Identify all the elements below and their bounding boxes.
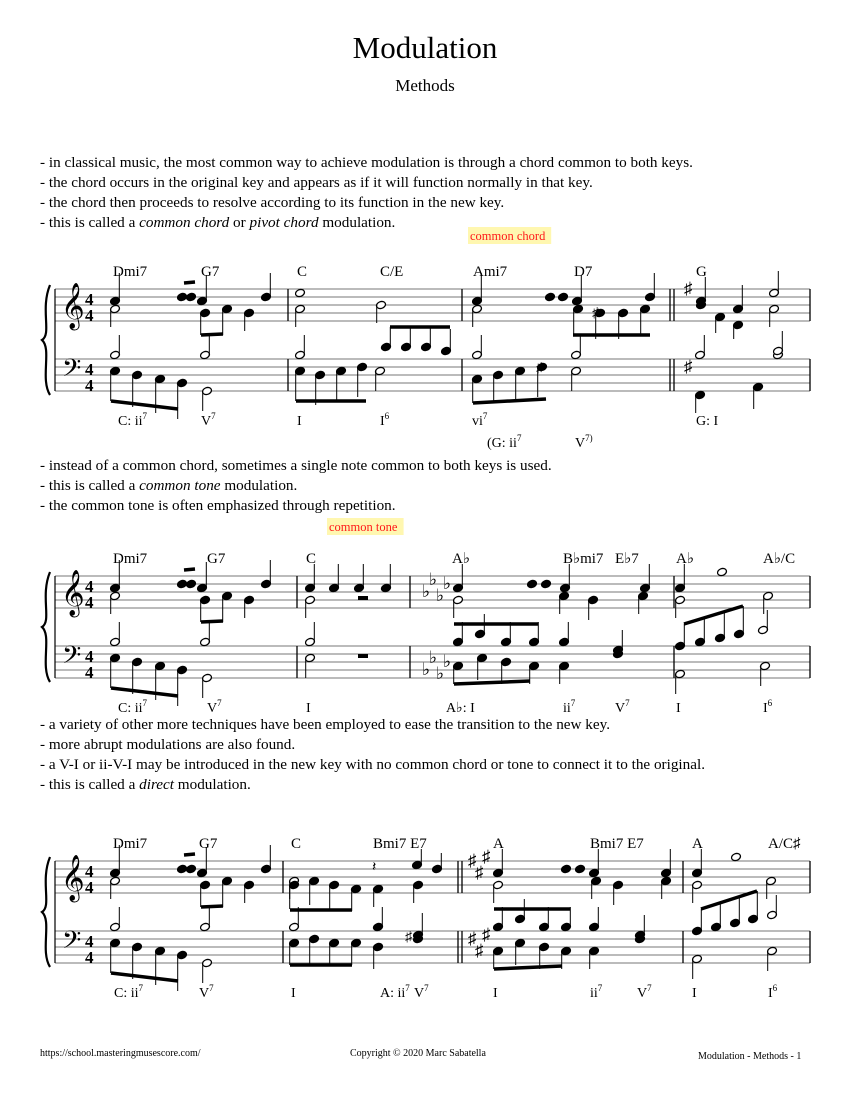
note-beam [184, 282, 195, 283]
sharp-icon: ♯ [536, 361, 543, 376]
roman-numeral: $I^6$ [763, 698, 773, 716]
note-head [186, 292, 197, 302]
roman-numeral: I [692, 986, 697, 1001]
brace-icon [42, 572, 50, 682]
chord-symbol: Bmi7 E7 [590, 836, 644, 852]
bass-clef-icon: 𝄢 [62, 355, 82, 388]
chord-symbol: A/C♯ [768, 836, 801, 852]
sharp-icon: ♯ [482, 925, 491, 944]
chord-symbol: Dmi7 [113, 264, 148, 280]
note-head [186, 864, 197, 874]
score-system-direct-modulation [0, 800, 850, 1000]
sharp-icon: ♯ [468, 851, 477, 870]
note-head [558, 292, 569, 302]
roman-numeral: $V^7$ [201, 411, 216, 429]
annotation-label: common tone [329, 520, 398, 534]
note-beam [184, 854, 195, 855]
chord-symbol: Bmi7 E7 [373, 836, 427, 852]
note-head [186, 579, 197, 589]
time-signature-denominator: 4 [85, 376, 94, 395]
paragraph-direct-modulation [40, 715, 705, 795]
note-head [541, 579, 552, 589]
bass-clef-icon: 𝄢 [62, 642, 82, 675]
chord-symbol: A♭/C [763, 551, 796, 567]
chord-symbol: G7 [207, 551, 226, 567]
treble-clef-icon: 𝄞 [61, 283, 85, 328]
footer-copyright: Copyright © 2020 Marc Sabatella [350, 1048, 486, 1059]
note-beam [111, 401, 178, 409]
roman-numeral: $V^7$ [199, 983, 214, 1001]
sharp-icon: ♯ [475, 941, 484, 960]
flat-icon: ♭ [443, 652, 452, 671]
half-rest-icon [358, 654, 368, 658]
flat-icon: ♭ [436, 586, 445, 605]
score-system-common-chord [0, 228, 850, 458]
score-system-common-tone [0, 515, 850, 715]
time-signature-denominator: 4 [85, 593, 94, 612]
roman-numeral: I [493, 986, 498, 1001]
chord-symbol: D7 [574, 264, 593, 280]
flat-icon: ♭ [429, 648, 438, 667]
text-line: - this is called a common tone modulation. [40, 477, 298, 494]
text-line: - in classical music, the most common way to achieve modulation is through a chord common to both keys. [40, 154, 693, 171]
time-signature-denominator: 4 [85, 663, 94, 682]
chord-symbol: Dmi7 [113, 836, 148, 852]
note-head [177, 292, 188, 302]
note-beam [494, 966, 562, 969]
chord-symbol: B♭mi7 [563, 551, 604, 567]
roman-numeral: I [306, 701, 311, 716]
chord-symbol: A [692, 836, 703, 852]
sharp-icon: ♯ [684, 357, 693, 376]
roman-numeral: $V^{7)}$ [575, 433, 593, 451]
roman-numeral: A: $ii^7$ [380, 983, 410, 1001]
text-line: - a variety of other more techniques have been employed to ease the transition to the new key. [40, 716, 611, 733]
roman-numeral: $ii^7$ [563, 698, 576, 716]
chord-symbol: E♭7 [615, 551, 639, 567]
note-head [717, 567, 728, 577]
roman-numeral: $V^7$ [615, 698, 630, 716]
note-head [177, 864, 188, 874]
time-signature-numerator: 4 [85, 862, 94, 881]
chord-symbol: C/E [380, 264, 404, 280]
bass-clef-icon: 𝄢 [62, 927, 82, 960]
roman-numeral: I [291, 986, 296, 1001]
note-beam [473, 399, 546, 403]
roman-numeral: $vi^7$ [472, 411, 488, 429]
footer-url[interactable]: https://school.masteringmusescore.com/ [40, 1048, 201, 1059]
note-beam [454, 681, 530, 684]
roman-numeral: $V^7$ [207, 698, 222, 716]
brace-icon [42, 857, 50, 967]
note-beam [201, 621, 223, 622]
note-head [575, 864, 586, 874]
text-line: - this is called a direct modulation. [40, 776, 251, 793]
chord-symbol: Ami7 [473, 264, 508, 280]
chord-symbol: C [306, 551, 317, 567]
chord-symbol: A♭ [676, 551, 694, 567]
chord-symbol: C [291, 836, 302, 852]
roman-numeral: $V^7$ [414, 983, 429, 1001]
flat-icon: ♭ [429, 570, 438, 589]
note-beam [684, 606, 743, 624]
time-signature-numerator: 4 [85, 360, 94, 379]
roman-numeral: I [297, 414, 302, 429]
time-signature-numerator: 4 [85, 932, 94, 951]
flat-icon: ♭ [422, 660, 431, 679]
paragraph-common-tone [40, 456, 552, 516]
note-head [177, 579, 188, 589]
treble-clef-icon: 𝄞 [61, 570, 85, 615]
note-head [731, 852, 742, 862]
time-signature-denominator: 4 [85, 878, 94, 897]
note-head [545, 292, 556, 302]
quarter-rest-icon: 𝄽 [372, 860, 377, 875]
flat-icon: ♭ [436, 664, 445, 683]
roman-numeral: $I^6$ [380, 411, 390, 429]
sharp-icon: ♯ [482, 847, 491, 866]
roman-numeral: G: I [696, 414, 719, 429]
page-title: Modulation [352, 30, 498, 65]
note-beam [201, 906, 223, 907]
note-head [295, 288, 306, 298]
text-line: - the chord occurs in the original key and appears as if it will function normally in that key. [40, 174, 593, 191]
note-head [561, 864, 572, 874]
flat-icon: ♭ [422, 582, 431, 601]
roman-numeral: $ii^7$ [590, 983, 603, 1001]
roman-numeral: (G: $ii^7$ [487, 433, 522, 451]
sharp-icon: ♯ [684, 279, 693, 298]
sharp-icon: ♯ [405, 930, 412, 945]
annotation-label: common chord [470, 229, 546, 243]
paragraph-common-chord [40, 153, 693, 233]
note-beam [201, 334, 223, 335]
chord-symbol: G7 [201, 264, 220, 280]
brace-icon [42, 285, 50, 395]
time-signature-numerator: 4 [85, 647, 94, 666]
roman-numeral: C: $ii^7$ [114, 983, 144, 1001]
text-line: - the chord then proceeds to resolve according to its function in the new key. [40, 194, 505, 211]
chord-symbol: G7 [199, 836, 218, 852]
time-signature-numerator: 4 [85, 290, 94, 309]
chord-symbol: C [297, 264, 308, 280]
roman-numeral: A♭: I [446, 701, 475, 716]
treble-clef-icon: 𝄞 [61, 855, 85, 900]
chord-symbol: G [696, 264, 707, 280]
text-line: - a V-I or ii-V-I may be introduced in the new key with no common chord or tone to connect it to the original. [40, 756, 705, 773]
note-beam [111, 973, 178, 981]
text-line: - the common tone is often emphasized through repetition. [40, 497, 396, 514]
text-line: - instead of a common chord, sometimes a single note common to both keys is used. [40, 457, 552, 474]
flat-icon: ♭ [443, 574, 452, 593]
chord-symbol: A♭ [452, 551, 470, 567]
sharp-icon: ♯ [468, 929, 477, 948]
text-line: - this is called a common chord or pivot chord modulation. [40, 214, 396, 231]
note-beam [111, 688, 178, 696]
note-beam [701, 891, 757, 909]
roman-numeral: I [676, 701, 681, 716]
time-signature-denominator: 4 [85, 948, 94, 967]
time-signature-numerator: 4 [85, 577, 94, 596]
time-signature-denominator: 4 [85, 306, 94, 325]
sharp-icon: ♯ [592, 306, 599, 321]
roman-numeral: C: $ii^7$ [118, 411, 148, 429]
note-beam [184, 569, 195, 570]
roman-numeral: $V^7$ [637, 983, 652, 1001]
chord-symbol: Dmi7 [113, 551, 148, 567]
note-head [527, 579, 538, 589]
chord-symbol: A [493, 836, 504, 852]
roman-numeral: C: $ii^7$ [118, 698, 148, 716]
text-line: - more abrupt modulations are also found. [40, 736, 296, 753]
page-subtitle: Methods [395, 76, 455, 95]
sharp-icon: ♯ [475, 863, 484, 882]
footer-page-label: Modulation - Methods - 1 [698, 1051, 802, 1062]
roman-numeral: $I^6$ [768, 983, 778, 1001]
half-rest-icon [358, 596, 368, 600]
